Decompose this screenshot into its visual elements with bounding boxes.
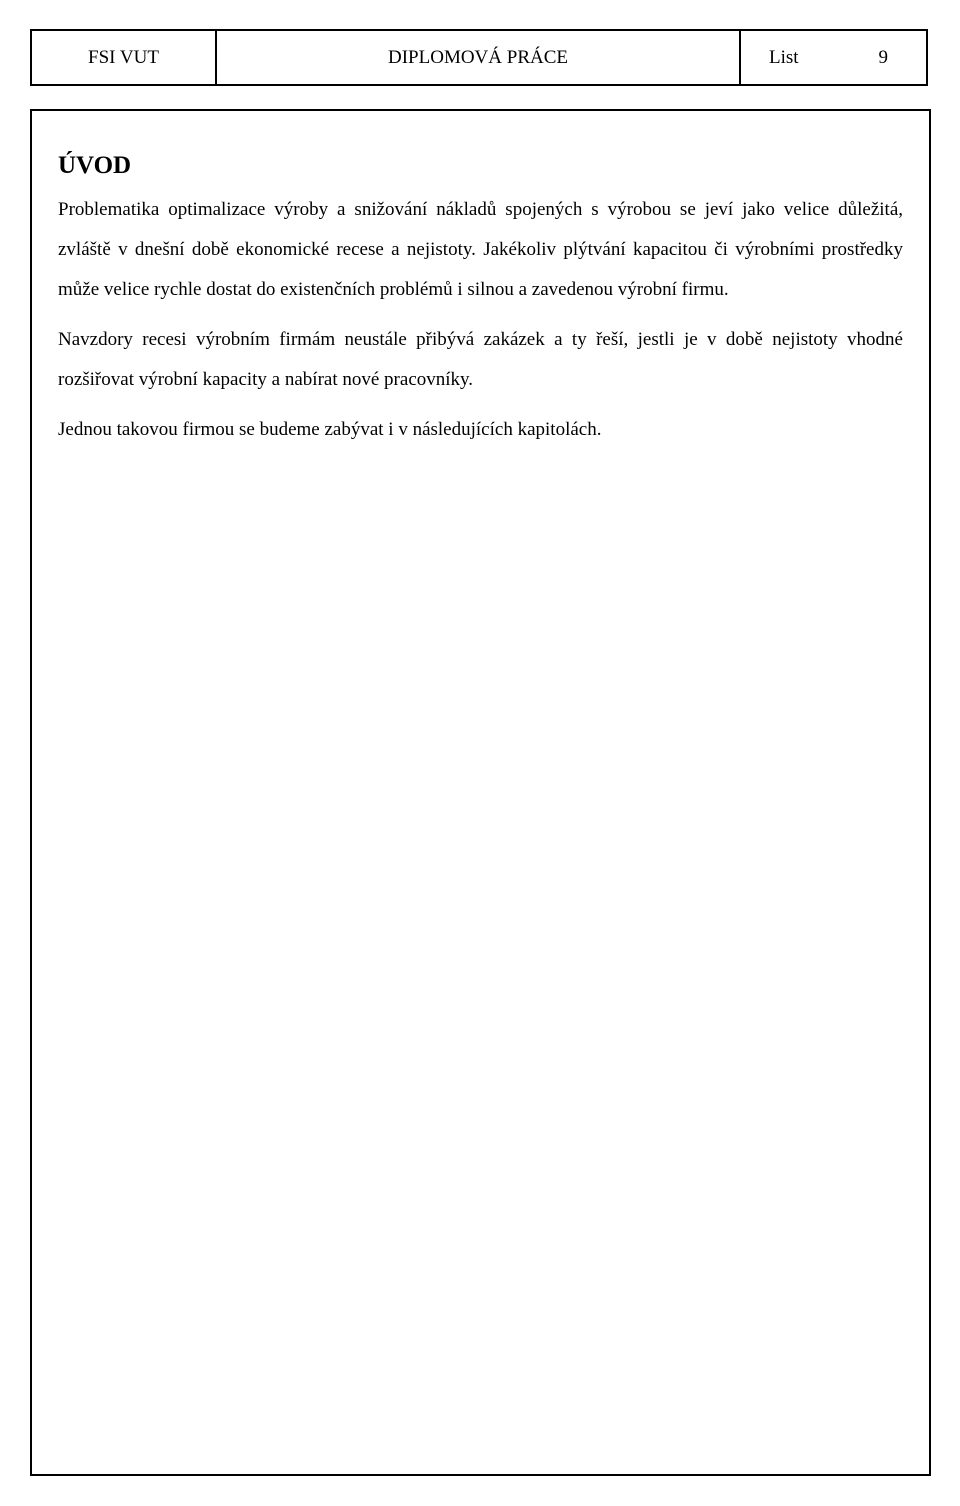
header-sheet — [739, 31, 926, 84]
document-type-text: DIPLOMOVÁ PRÁCE — [388, 46, 568, 68]
sheet-label: List — [769, 46, 799, 68]
page-content — [58, 146, 903, 460]
page-header — [30, 29, 928, 86]
header-document-type — [217, 31, 739, 84]
paragraph: Navzdory recesi výrobním firmám neustále přibývá zakázek a ty řeší, jestli je v době nejistoty vhodné rozšiřovat výrobní kapacity a nabírat nové pracovníky. — [58, 329, 903, 390]
paragraph: Jednou takovou firmou se budeme zabývat i v následujících kapitolách. — [58, 419, 602, 440]
sheet-number: 9 — [878, 46, 888, 68]
header-institution — [32, 31, 217, 84]
paragraph: Problematika optimalizace výroby a snižování nákladů spojených s výrobou se jeví jako velice důležitá, zvláště v dnešní době ekonomické recese a nejistoty. Jakékoliv plýtvání kapacitou či výrobními prostředky může velice rychle dostat do existenčních problémů i silnou a zavedenou výrobní firmu. — [58, 199, 903, 300]
section-title: ÚVOD — [58, 152, 132, 179]
institution-text: FSI VUT — [88, 46, 159, 68]
